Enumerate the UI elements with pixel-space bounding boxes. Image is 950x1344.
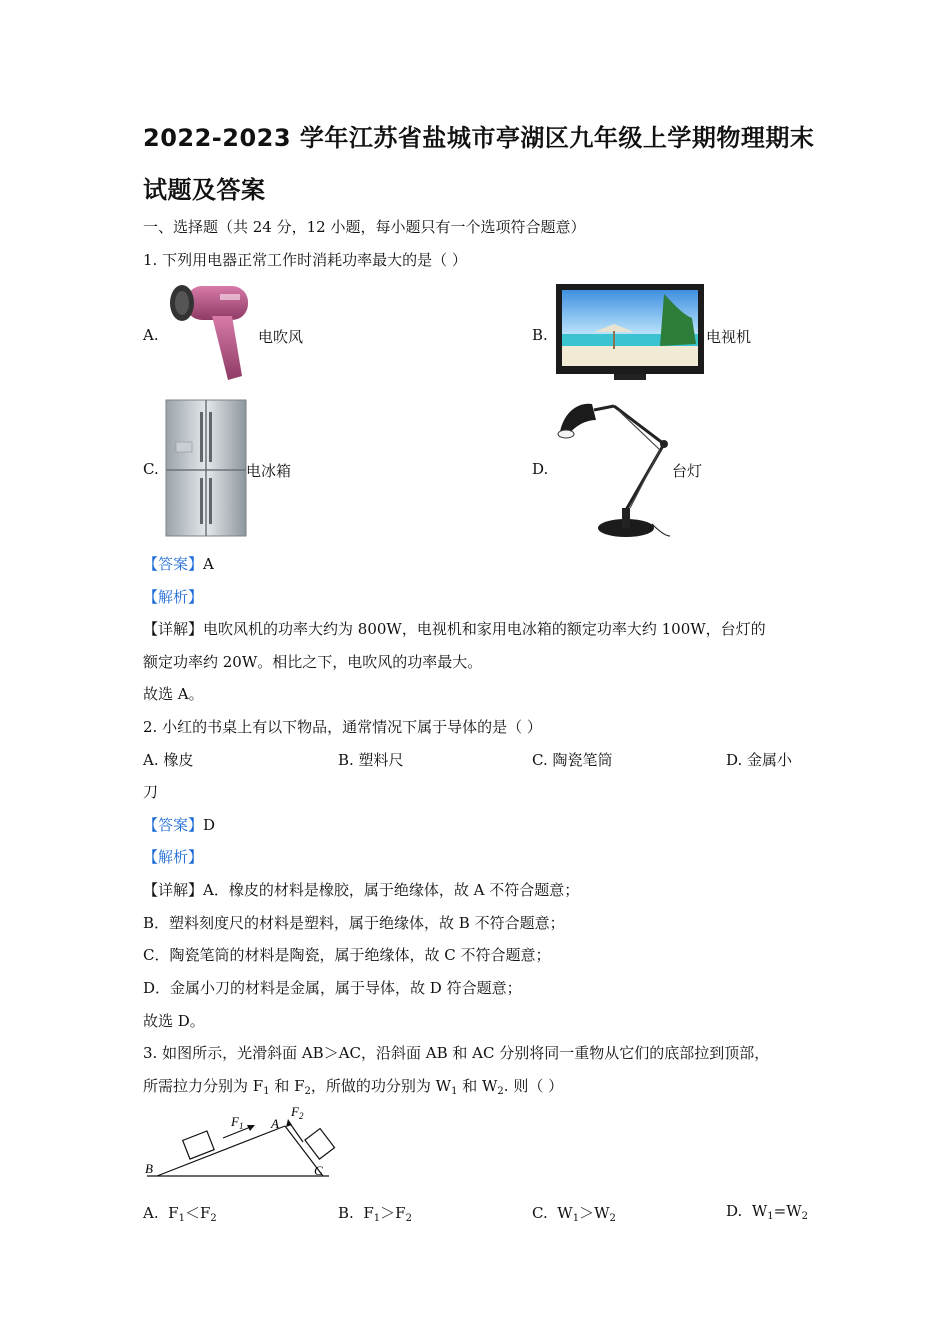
q1-answer: A xyxy=(203,555,214,573)
q1-detail-line1 xyxy=(143,618,766,639)
label-b: B xyxy=(145,1161,153,1176)
page-title: 2022-2023 学年江苏省盐城市亭湖区九年级上学期物理期末 xyxy=(143,124,815,152)
q1-option-a-text: 电吹风 xyxy=(258,328,304,346)
q2-answer: D xyxy=(203,816,216,834)
q3-stem-line2 xyxy=(143,1075,563,1097)
q2-stem: 2. 小红的书桌上有以下物品，通常情况下属于导体的是（ ） xyxy=(143,718,542,736)
q1-option-d-letter: D. xyxy=(532,460,549,478)
television-image xyxy=(556,284,704,382)
q2-conclusion: 故选 D。 xyxy=(143,1012,205,1030)
q2-detail-c: C．陶瓷笔筒的材料是陶瓷，属于绝缘体，故 C 不符合题意； xyxy=(143,946,551,964)
incline-diagram xyxy=(143,1104,333,1184)
answer-tag: 【答案】 xyxy=(143,555,204,573)
q1-option-c-text: 电冰箱 xyxy=(246,462,292,480)
q1-conclusion: 故选 A。 xyxy=(143,685,204,703)
subscript: 1 xyxy=(451,1086,458,1097)
label-a: A xyxy=(271,1116,279,1131)
q3-stem-line1: 3. 如图所示，光滑斜面 AB＞AC，沿斜面 AB 和 AC 分别将同一重物从它们的底部拉到顶部， xyxy=(143,1044,770,1062)
subscript: 1 xyxy=(263,1086,270,1097)
label-f1: $F_1$ xyxy=(231,1114,244,1131)
q3-option-d: D. $W_1=W_2$ xyxy=(726,1202,808,1222)
q3-stem-text: 所需拉力分别为 F xyxy=(143,1077,264,1095)
desk-lamp-image xyxy=(556,396,672,542)
q3-stem-text: 和 F xyxy=(269,1077,305,1095)
answer-tag: 【答案】 xyxy=(143,816,204,834)
q2-detail-d: D．金属小刀的材料是金属，属于导体，故 D 符合题意； xyxy=(143,979,522,997)
q2-option-a: A. 橡皮 xyxy=(143,751,194,769)
q3-stem-text: 和 W xyxy=(457,1077,498,1095)
label-c: C xyxy=(314,1163,323,1178)
label-f2: $F_2$ xyxy=(291,1104,304,1121)
q3-option-a: A. $F_1<F_2$ xyxy=(143,1204,217,1224)
q1-option-c-letter: C. xyxy=(143,460,159,478)
q2-option-c: C. 陶瓷笔筒 xyxy=(532,751,613,769)
q1-detail-text: 电吹风机的功率大约为 800W，电视机和家用电冰箱的额定功率大约 100W，台灯的 xyxy=(203,620,766,638)
q3-stem-text: ，所做的功分别为 W xyxy=(310,1077,452,1095)
q2-detail-a xyxy=(143,879,579,900)
section-heading: 一、选择题（共 24 分，12 小题，每小题只有一个选项符合题意） xyxy=(143,218,586,236)
subscript: 2 xyxy=(497,1086,504,1097)
q3-stem-text: . 则（ ） xyxy=(503,1077,564,1095)
q2-answer-row xyxy=(143,814,215,835)
page-title-continued: 试题及答案 xyxy=(143,176,266,204)
q2-detail-a-text: A．橡皮的材料是橡胶，属于绝缘体，故 A 不符合题意； xyxy=(203,881,580,899)
q3-option-c: C. $W_1>W_2$ xyxy=(532,1204,616,1224)
q1-option-b-letter: B. xyxy=(532,326,548,344)
q1-option-d-text: 台灯 xyxy=(672,462,703,480)
q1-detail-line2: 额定功率约 20W。相比之下，电吹风的功率最大。 xyxy=(143,653,483,671)
q2-detail-b: B．塑料刻度尺的材料是塑料，属于绝缘体，故 B 不符合题意； xyxy=(143,914,565,932)
refrigerator-image xyxy=(166,398,246,538)
q3-option-b: B. $F_1>F_2$ xyxy=(338,1204,412,1224)
q2-option-b: B. 塑料尺 xyxy=(338,751,404,769)
q2-analysis-tag: 【解析】 xyxy=(143,848,204,866)
q1-option-b-text: 电视机 xyxy=(706,328,752,346)
q1-answer-row xyxy=(143,553,214,574)
q1-analysis-tag: 【解析】 xyxy=(143,588,204,606)
hair-dryer-image xyxy=(166,280,258,386)
q2-option-d-continued: 刀 xyxy=(143,783,159,801)
q1-option-a-letter: A. xyxy=(143,326,159,344)
q2-option-d: D. 金属小 xyxy=(726,751,793,769)
detail-tag: 【详解】 xyxy=(143,881,204,899)
detail-tag: 【详解】 xyxy=(143,620,204,638)
q1-stem: 1. 下列用电器正常工作时消耗功率最大的是（ ） xyxy=(143,251,467,269)
subscript: 2 xyxy=(304,1086,311,1097)
